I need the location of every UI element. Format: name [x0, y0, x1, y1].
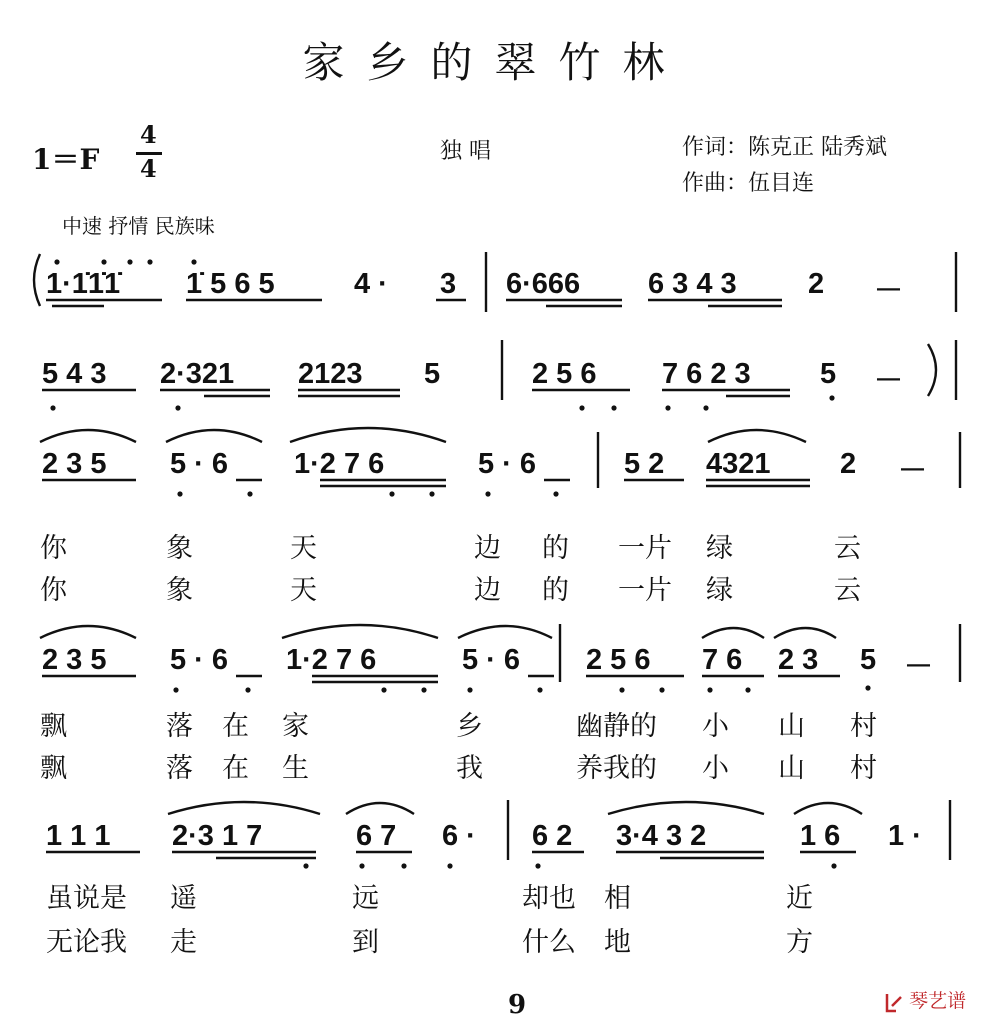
lyric-syllable: 天 — [290, 533, 317, 564]
note-group: 5 2 — [624, 448, 665, 480]
slur — [166, 430, 262, 442]
lyric-syllable: 村 — [850, 711, 877, 742]
note-group: 5 — [424, 358, 441, 390]
lyric-syllable: 远 — [352, 883, 379, 914]
lyric-syllable: 山 — [778, 753, 805, 784]
note-group: 2123 — [298, 358, 363, 390]
note-group: 1·2 7 6 — [294, 448, 385, 480]
slur — [282, 625, 438, 638]
lyric-syllable: 小 — [702, 711, 729, 742]
slur — [458, 626, 552, 638]
lyric-syllable: 绿 — [706, 533, 733, 564]
lyric-syllable: 虽说是 — [46, 883, 127, 914]
note-group: 5 — [860, 644, 877, 676]
lyric-syllable: 的 — [542, 533, 569, 564]
lyric-syllable: 走 — [170, 927, 197, 958]
note-group: 2·3 1 7 — [172, 820, 263, 852]
note-group: 5 · 6 — [478, 448, 537, 480]
note-group: 5 4 3 — [42, 358, 107, 390]
lyric-syllable: 飘 — [40, 711, 67, 742]
note-group: 1 6 — [800, 820, 841, 852]
note-group: 7 6 — [702, 644, 743, 676]
repeat-close-paren — [928, 344, 936, 396]
page-number: 9 — [508, 990, 527, 1020]
lyric-syllable: 幽静的 — [576, 711, 657, 742]
music-logo-icon — [884, 992, 904, 1014]
lyric-syllable: 近 — [786, 883, 813, 914]
lyric-syllable: 你 — [40, 533, 67, 564]
note-group: 6 3 4 3 — [648, 268, 737, 300]
note-group: － — [874, 275, 904, 307]
note-group: － — [898, 455, 928, 487]
lyric-syllable: 无论我 — [46, 927, 127, 958]
performance-type: 独 唱 — [440, 139, 491, 164]
lyric-syllable: 绿 — [706, 575, 733, 606]
lyric-syllable: 却也 — [522, 883, 576, 914]
lyric-syllable: 一片 — [618, 533, 672, 564]
lyric-syllable: 遥 — [170, 883, 197, 914]
slur — [346, 803, 414, 814]
slur — [608, 802, 764, 814]
lyric-syllable: 你 — [40, 575, 67, 606]
note-group: － — [904, 651, 934, 683]
lyric-syllable: 云 — [834, 575, 861, 606]
note-group: 6 · — [442, 820, 476, 852]
watermark-text: 琴艺谱 — [909, 990, 967, 1012]
lyric-syllable: 相 — [604, 883, 631, 914]
lyric-syllable: 边 — [474, 575, 501, 606]
repeat-open-paren — [34, 254, 40, 306]
note-group: 1 1 1 — [46, 820, 111, 852]
note-group: 2 5 6 — [532, 358, 597, 390]
note-group: 2 5 6 — [586, 644, 651, 676]
lyric-syllable: 乡 — [456, 711, 483, 742]
note-group: 5 · 6 — [462, 644, 521, 676]
note-group: 2 3 — [778, 644, 819, 676]
note-group: 6 7 — [356, 820, 397, 852]
note-group: 2 — [808, 268, 825, 300]
tempo-marking: 中速 抒情 民族味 — [62, 214, 215, 238]
note-group: 4321 — [706, 448, 771, 480]
score-title: 家乡的翠竹林 — [302, 38, 687, 87]
lyric-syllable: 的 — [542, 575, 569, 606]
slur — [702, 628, 764, 638]
lyric-syllable: 我 — [456, 753, 483, 784]
lyric-syllable: 养我的 — [576, 753, 657, 784]
lyric-syllable: 生 — [282, 753, 309, 784]
lyric-syllable: 在 — [222, 711, 249, 742]
lyric-syllable: 小 — [702, 753, 729, 784]
lyric-syllable: 一片 — [618, 575, 672, 606]
slur — [774, 628, 836, 638]
note-group: 5 · 6 — [170, 644, 229, 676]
lyric-syllable: 落 — [166, 753, 193, 784]
lyric-syllable: 飘 — [40, 753, 67, 784]
note-group: 3·4 3 2 — [616, 820, 707, 852]
note-group: 1̇ 5 6 5 — [186, 268, 275, 300]
note-group: 1 · — [888, 820, 922, 852]
note-group: 5 · 6 — [170, 448, 229, 480]
lyric-syllable: 什么 — [522, 927, 576, 958]
watermark-logo — [884, 986, 966, 1014]
composer-credit: 作曲：伍目连 — [682, 171, 815, 196]
note-group: 1·1̇1̇1̇ — [46, 268, 121, 300]
lyric-syllable: 地 — [604, 927, 631, 958]
lyric-syllable: 山 — [778, 711, 805, 742]
note-group: 1·2 7 6 — [286, 644, 377, 676]
lyric-syllable: 在 — [222, 753, 249, 784]
lyric-syllable: 家 — [282, 711, 309, 742]
slur — [40, 626, 136, 638]
slur — [794, 803, 862, 814]
lyric-syllable: 落 — [166, 711, 193, 742]
lyric-syllable: 云 — [834, 533, 861, 564]
note-group: 6·666 — [506, 268, 581, 300]
slur — [290, 428, 446, 442]
lyric-syllable: 边 — [474, 533, 501, 564]
note-group: 4 · — [354, 268, 388, 300]
note-group: 2 3 5 — [42, 448, 107, 480]
note-group: 2 — [840, 448, 857, 480]
note-group: － — [874, 365, 904, 397]
time-signature-top: 4 — [140, 120, 157, 149]
slur — [708, 430, 806, 442]
note-group: 2 3 5 — [42, 644, 107, 676]
note-group: 3 — [440, 268, 457, 300]
lyric-syllable: 村 — [850, 753, 877, 784]
slur — [168, 802, 320, 814]
slur — [40, 430, 136, 442]
note-group: 6 2 — [532, 820, 573, 852]
lyric-syllable: 象 — [166, 533, 193, 564]
note-group: 2·321 — [160, 358, 235, 390]
note-group: 7 6 2 3 — [662, 358, 751, 390]
time-signature-bottom: 4 — [140, 154, 157, 183]
key-signature: 1＝F — [32, 143, 100, 176]
note-group: 5 — [820, 358, 837, 390]
lyric-syllable: 象 — [166, 575, 193, 606]
lyricist-credit: 作词：陈克正 陆秀斌 — [682, 135, 887, 160]
lyric-syllable: 方 — [786, 927, 813, 958]
lyric-syllable: 天 — [290, 575, 317, 606]
lyric-syllable: 到 — [352, 927, 379, 958]
